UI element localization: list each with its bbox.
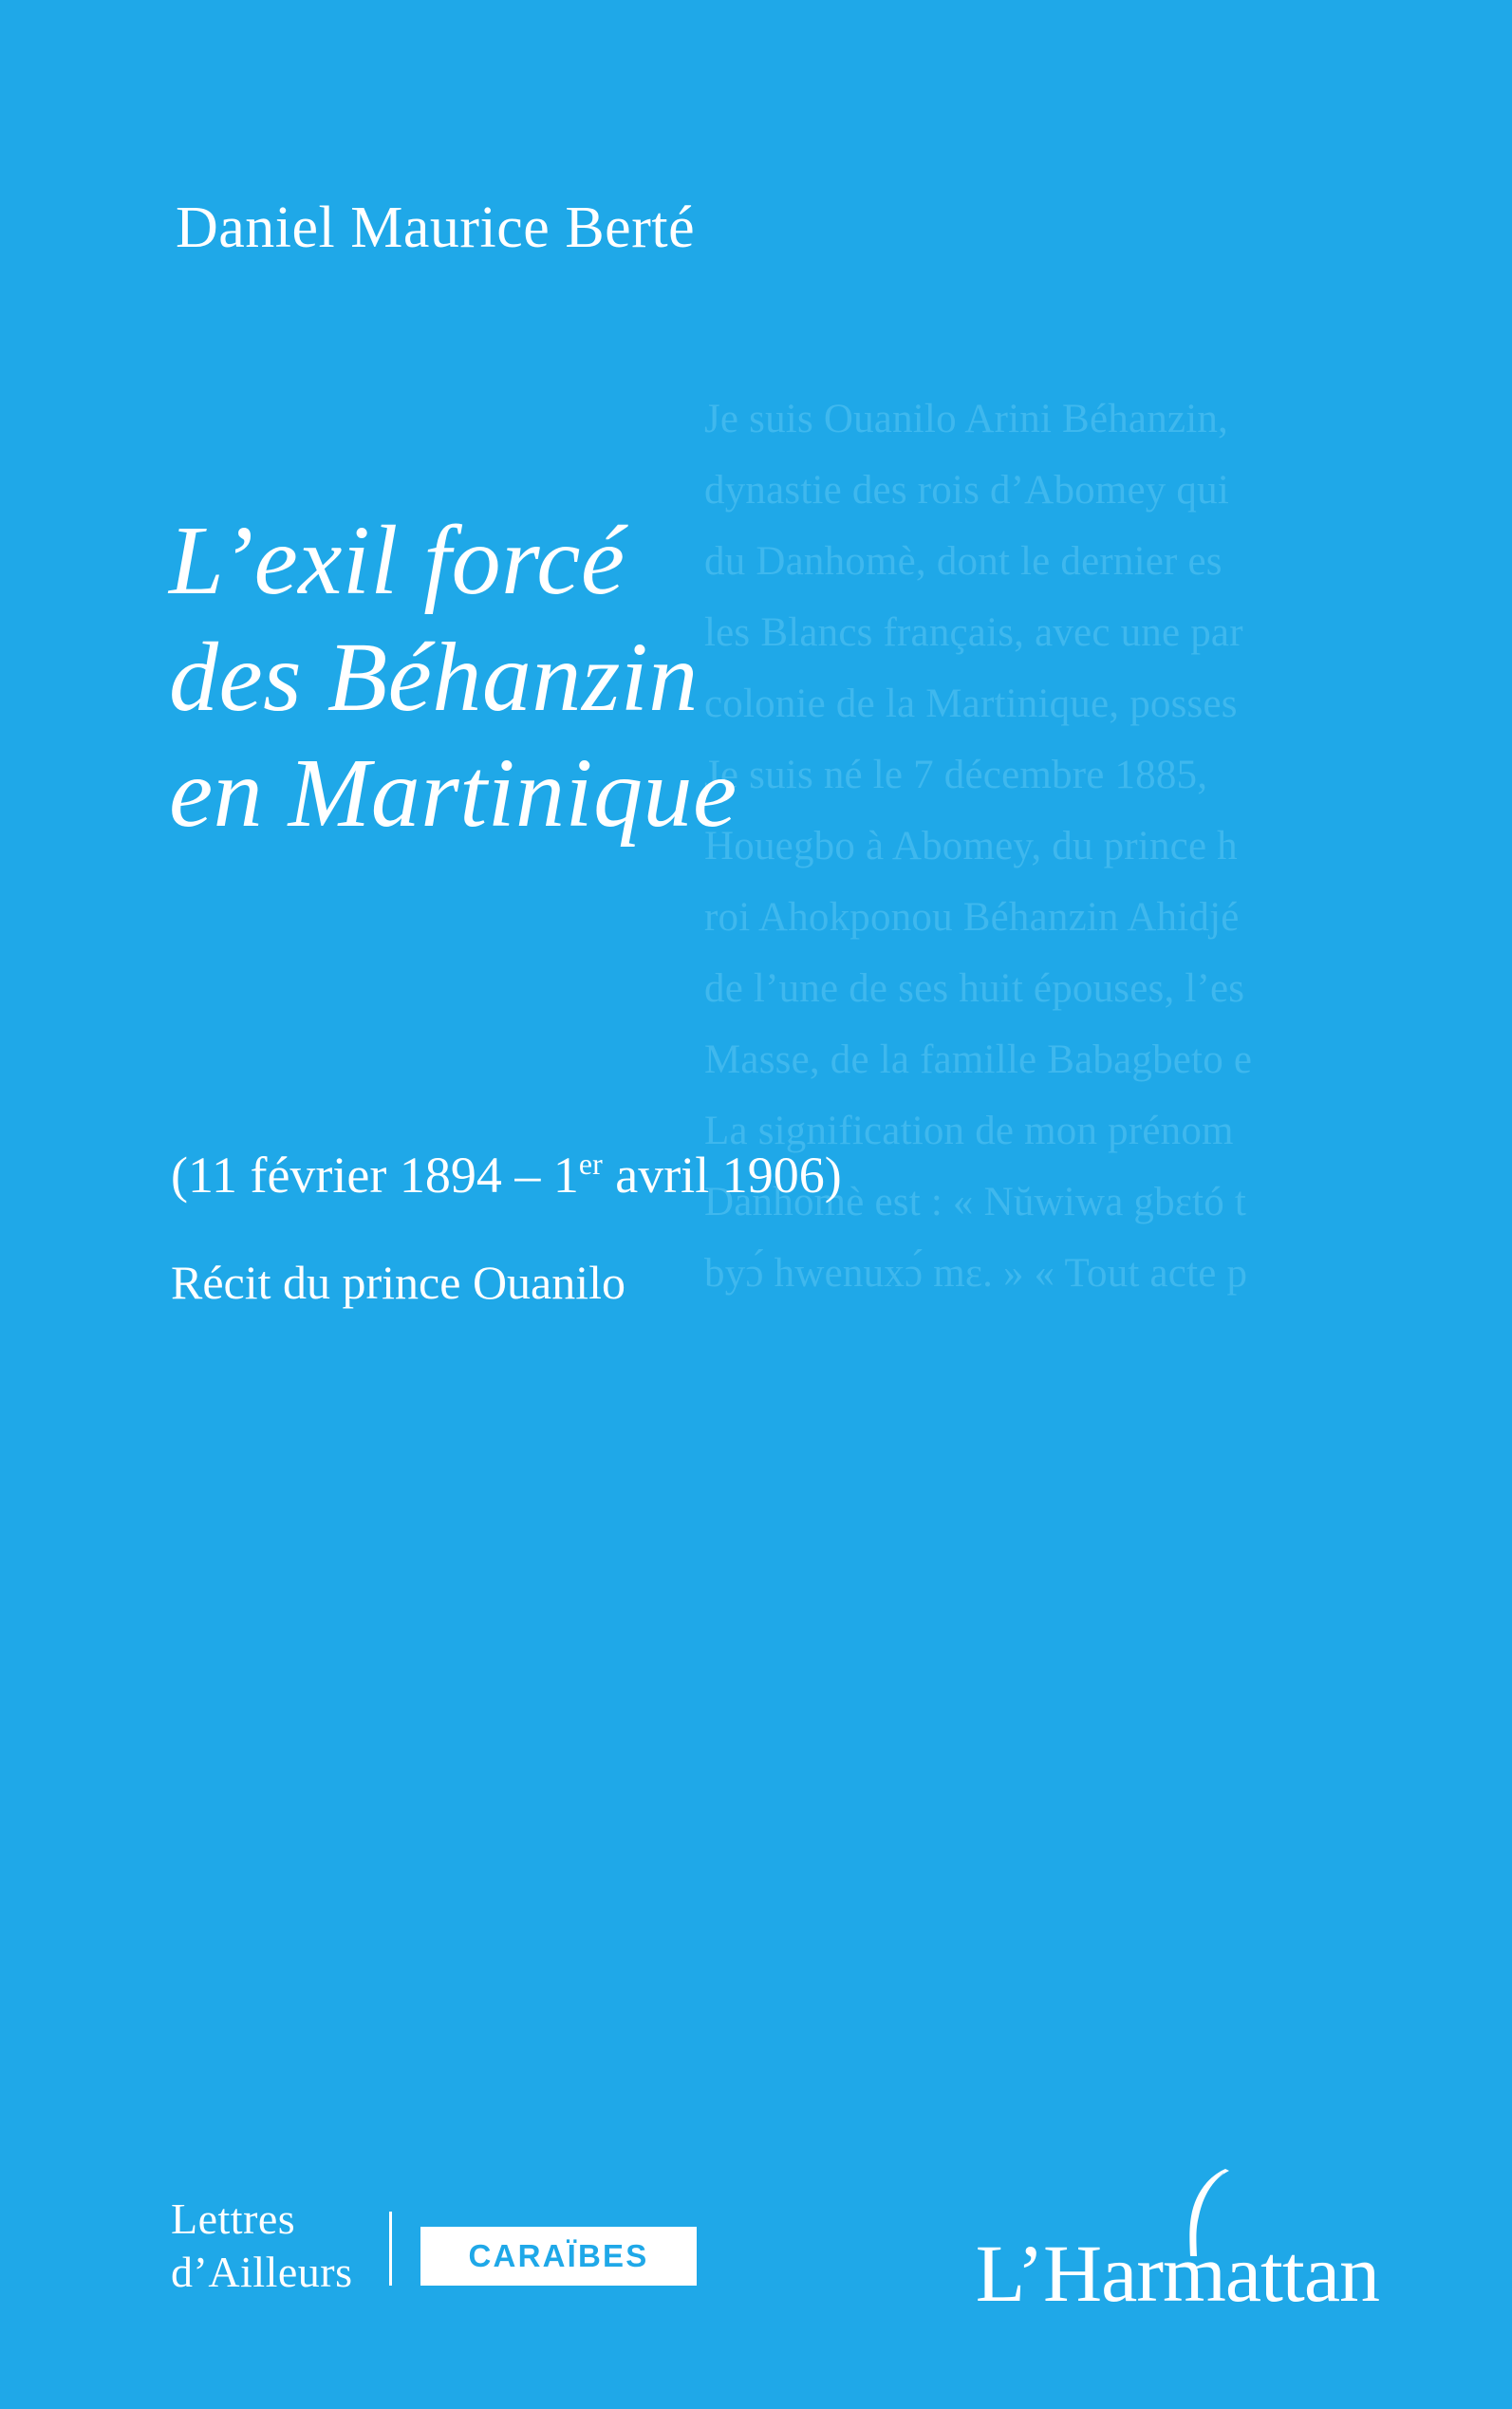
title-line-2: des Béhanzin — [169, 622, 699, 732]
subtitle-dates-prefix: (11 février 1894 – 1 — [171, 1147, 579, 1204]
collection-line-1: Lettres — [171, 2194, 296, 2243]
background-excerpt-line: Masse, de la famille Babagbeto e — [704, 1037, 1253, 1082]
author-name: Daniel Maurice Berté — [176, 196, 696, 260]
subtitle-dates-ordinal: er — [578, 1147, 603, 1181]
background-excerpt-line: colonie de la Martinique, posses — [704, 682, 1238, 726]
background-excerpt-line: Houegbo à Abomey, du prince h — [704, 824, 1238, 868]
title-line-1: L’exil forcé — [169, 506, 625, 615]
background-excerpt-line: roi Ahokponou Béhanzin Ahidjé — [704, 895, 1240, 940]
vertical-divider — [389, 2212, 392, 2286]
background-excerpt-line: byɔ́ hwenuxɔ́ mɛ. » « Tout acte p — [704, 1251, 1248, 1296]
book-title — [169, 503, 1194, 852]
subtitle-narrator: Récit du prince Ouanilo — [171, 1256, 626, 1309]
background-excerpt-line: Je suis Ouanilo Arini Béhanzin, — [704, 397, 1228, 441]
background-excerpt-line: La signification de mon prénom — [704, 1109, 1234, 1153]
publisher-name: L’Harmattan — [975, 2228, 1379, 2319]
series-badge-label: CARAÏBES — [468, 2238, 649, 2273]
collection-line-2: d’Ailleurs — [171, 2248, 353, 2297]
collection-name — [171, 2193, 353, 2299]
series-badge — [420, 2227, 697, 2286]
background-excerpt-line: Je suis né le 7 décembre 1885, — [704, 753, 1208, 797]
publisher-logo — [975, 2169, 1379, 2321]
title-line-3: en Martinique — [169, 738, 737, 849]
background-excerpt-line: de l’une de ses huit épouses, l’es — [704, 966, 1245, 1011]
subtitle-dates — [171, 1146, 842, 1204]
background-excerpt-line: dynastie des rois d’Abomey qui — [704, 468, 1229, 513]
subtitle-dates-suffix: avril 1906) — [602, 1147, 842, 1204]
background-excerpt-line: du Danhomè, dont le dernier es — [704, 539, 1223, 584]
background-excerpt-line: les Blancs français, avec une par — [704, 610, 1243, 655]
background-excerpt-line: Danhomè est : « Nŭwiwa gbɛtó t — [704, 1180, 1247, 1224]
